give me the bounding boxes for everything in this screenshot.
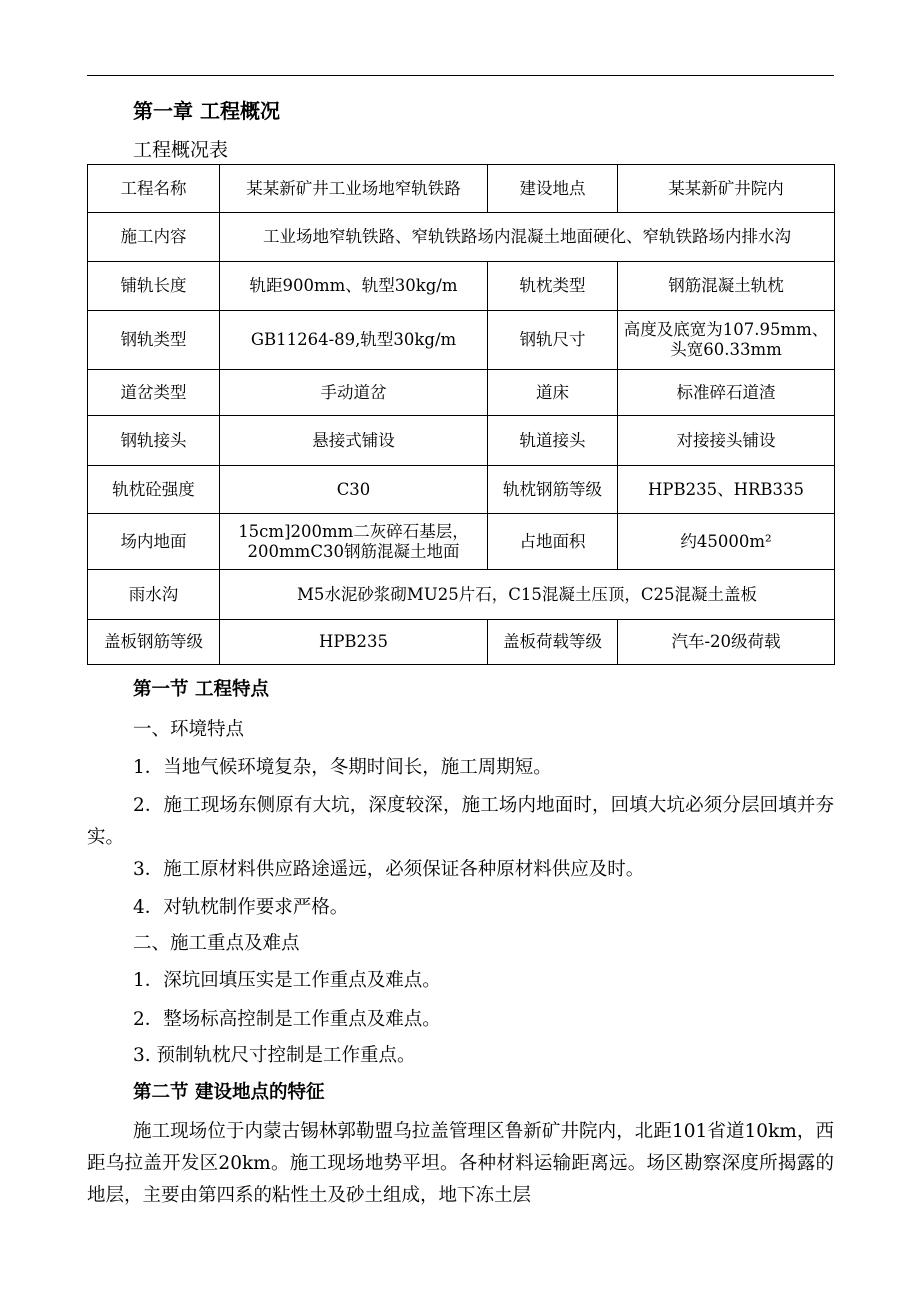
table-cell [618, 311, 835, 370]
table-row [88, 514, 835, 570]
cell-line: 头宽60.33mm [670, 340, 782, 359]
header-rule [87, 75, 834, 76]
table-cell: 雨水沟 [88, 570, 220, 620]
table-row [88, 620, 835, 665]
table-cell: 道床 [488, 370, 618, 416]
table-cell: 手动道岔 [220, 370, 488, 416]
table-cell: 钢轨类型 [88, 311, 220, 370]
table-row [88, 213, 835, 262]
table-cell: 轨枕钢筋等级 [488, 466, 618, 514]
cell-line: 15cm]200mm二灰碎石基层， [238, 521, 469, 541]
table-cell [220, 514, 488, 570]
table-cell: 某某新矿井工业场地窄轨铁路 [220, 165, 488, 213]
list-item: 3．施工原材料供应路途遥远，必须保证各种原材料供应及时。 [133, 859, 645, 880]
table-cell: 场内地面 [88, 514, 220, 570]
table-cell: 钢轨接头 [88, 416, 220, 466]
section-title: 第二节 建设地点的特征 [133, 1082, 325, 1103]
table-cell: 约45000m² [618, 514, 835, 570]
table-row [88, 165, 835, 213]
table-cell: 盖板荷载等级 [488, 620, 618, 665]
list-item: 3. 预制轨枕尺寸控制是工作重点。 [133, 1045, 416, 1066]
subsection-heading: 二、施工重点及难点 [133, 933, 300, 954]
table-cell: 轨枕类型 [488, 262, 618, 311]
table-cell: 对接接头铺设 [618, 416, 835, 466]
table-row [88, 466, 835, 514]
list-item: 1．当地气候环境复杂，冬期时间长，施工周期短。 [133, 757, 552, 778]
table-cell: 汽车-20级荷载 [618, 620, 835, 665]
table-cell: 施工内容 [88, 213, 220, 262]
table-cell: 建设地点 [488, 165, 618, 213]
table-row [88, 370, 835, 416]
table-cell: 钢筋混凝土轨枕 [618, 262, 835, 311]
list-item: 4．对轨枕制作要求严格。 [133, 897, 349, 918]
table-cell: HPB235、HRB335 [618, 466, 835, 514]
table-cell: HPB235 [220, 620, 488, 665]
subsection-heading: 一、环境特点 [133, 719, 245, 740]
table-row [88, 570, 835, 620]
list-item: 1．深坑回填压实是工作重点及难点。 [133, 970, 441, 991]
table-cell: 钢轨尺寸 [488, 311, 618, 370]
list-item: 2．整场标高控制是工作重点及难点。 [133, 1009, 441, 1030]
table-cell: M5水泥砂浆砌MU25片石，C15混凝土压顶，C25混凝土盖板 [220, 570, 835, 620]
paragraph: 施工现场位于内蒙古锡林郭勒盟乌拉盖管理区鲁新矿井院内，北距101省道10km，西距乌拉盖开发区20km。施工现场地势平坦。各种材料运输距离远。场区勘察深度所揭露的地层，主要由第四系的粘性土及砂土组成，地下冻土层 [87, 1121, 834, 1206]
table-cell: 轨距900mm、轨型30kg/m [220, 262, 488, 311]
table-cell: 盖板钢筋等级 [88, 620, 220, 665]
table-cell: 悬接式铺设 [220, 416, 488, 466]
table-cell: C30 [220, 466, 488, 514]
table-caption: 工程概况表 [133, 139, 229, 161]
table-row [88, 311, 835, 370]
table-cell: 工程名称 [88, 165, 220, 213]
table-cell: 工业场地窄轨铁路、窄轨铁路场内混凝土地面硬化、窄轨铁路场内排水沟 [220, 213, 835, 262]
table-row [88, 416, 835, 466]
table-cell: 标准碎石道渣 [618, 370, 835, 416]
table-cell: 道岔类型 [88, 370, 220, 416]
table-cell: 某某新矿井院内 [618, 165, 835, 213]
table-cell: GB11264-89,轨型30kg/m [220, 311, 488, 370]
list-item: 2．施工现场东侧原有大坑，深度较深，施工场内地面时，回填大坑必须分层回填并夯实。 [87, 795, 834, 848]
cell-line: 200mmC30钢筋混凝土地面 [247, 541, 460, 561]
table-row [88, 262, 835, 311]
table-cell: 轨枕砼强度 [88, 466, 220, 514]
table-cell: 占地面积 [488, 514, 618, 570]
table-cell: 铺轨长度 [88, 262, 220, 311]
cell-line: 高度及底宽为107.95mm、 [623, 320, 829, 339]
section-title: 第一节 工程特点 [133, 679, 269, 700]
chapter-title: 第一章 工程概况 [133, 99, 280, 123]
project-overview-table [87, 164, 835, 665]
table-cell: 轨道接头 [488, 416, 618, 466]
